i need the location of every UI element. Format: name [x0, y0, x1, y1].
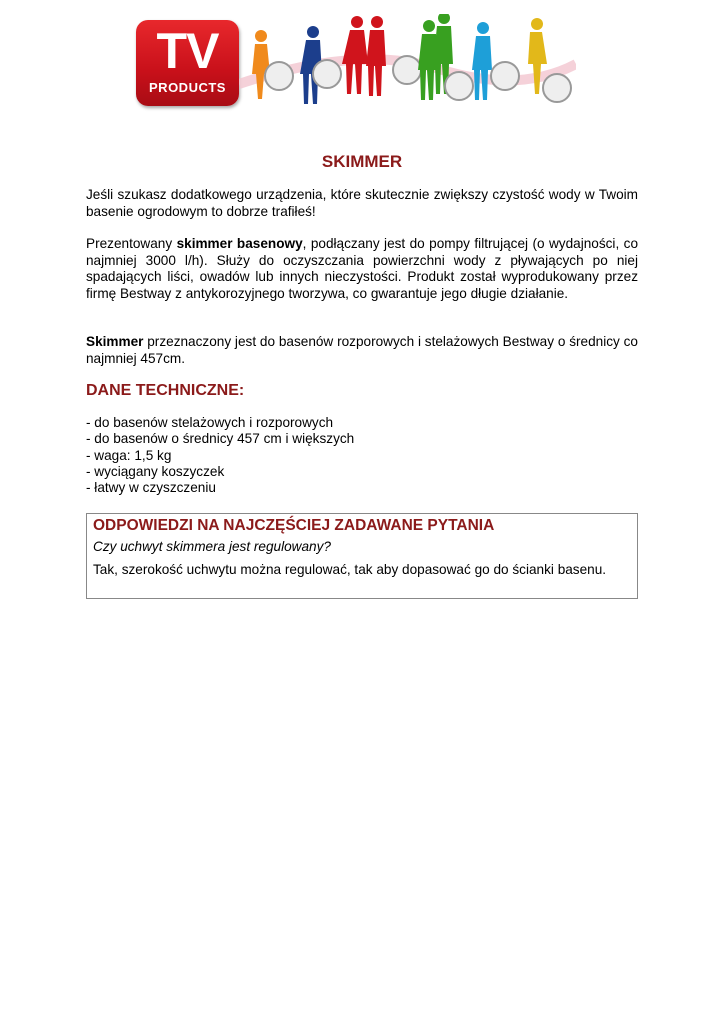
product-thumb-icon: [313, 60, 341, 88]
product-thumb-icon: [393, 56, 421, 84]
spec-item: - wyciągany koszyczek: [86, 463, 225, 479]
header-banner: [136, 14, 576, 114]
product-thumb-icon: [543, 74, 571, 102]
spec-item: - do basenów o średnicy 457 cm i większych: [86, 431, 355, 447]
spec-item: - waga: 1,5 kg: [86, 447, 172, 463]
specs-list: [86, 415, 354, 496]
product-thumb-icon: [445, 72, 473, 100]
spec-item: - do basenów stelażowych i rozporowych: [86, 415, 334, 430]
spec-item: - łatwy w czyszczeniu: [86, 480, 216, 496]
compatibility-paragraph: [86, 334, 638, 367]
specs-heading: DANE TECHNICZNE:: [86, 382, 245, 399]
text-segment: Prezentowany: [86, 236, 177, 251]
text-segment: , podłączany jest do pompy filtrującej (o wydajności, co najmniej 3000 l/h). Służy do oczyszczania powierzchni wody z pływających po niej spadających liści, owadów lub innych nieczystości. Produkt został wyprodukowany przez firmę Bestway z antykorozyjnego tworzywa, co gwarantuje jego długie działanie.: [86, 236, 639, 301]
product-name-bold: skimmer basenowy: [176, 236, 303, 251]
page-title: SKIMMER: [321, 152, 403, 171]
logo-brand: TV: [156, 23, 219, 79]
text-segment: przeznaczony jest do basenów rozporowych i stelażowych Bestway o średnicy co najmniej 457cm.: [86, 334, 638, 366]
description-paragraph: [86, 236, 638, 302]
faq-answer: Tak, szerokość uchwytu można regulować, tak aby dopasować go do ścianki basenu.: [93, 562, 607, 577]
faq-heading: ODPOWIEDZI NA NAJCZĘŚCIEJ ZADAWANE PYTANIA: [93, 517, 495, 534]
product-name-bold: Skimmer: [86, 334, 144, 349]
product-thumb-icon: [491, 62, 519, 90]
tv-products-logo: [136, 20, 239, 106]
faq-box: [86, 513, 638, 599]
product-thumb-icon: [265, 62, 293, 90]
intro-paragraph: Jeśli szukasz dodatkowego urządzenia, które skutecznie zwiększy czystość wody w Twoim basenie ogrodowym to dobrze trafiłeś!: [86, 187, 638, 219]
people-illustration: [239, 14, 576, 114]
logo-subtitle: PRODUCTS: [149, 80, 226, 95]
faq-question: Czy uchwyt skimmera jest regulowany?: [93, 539, 331, 554]
